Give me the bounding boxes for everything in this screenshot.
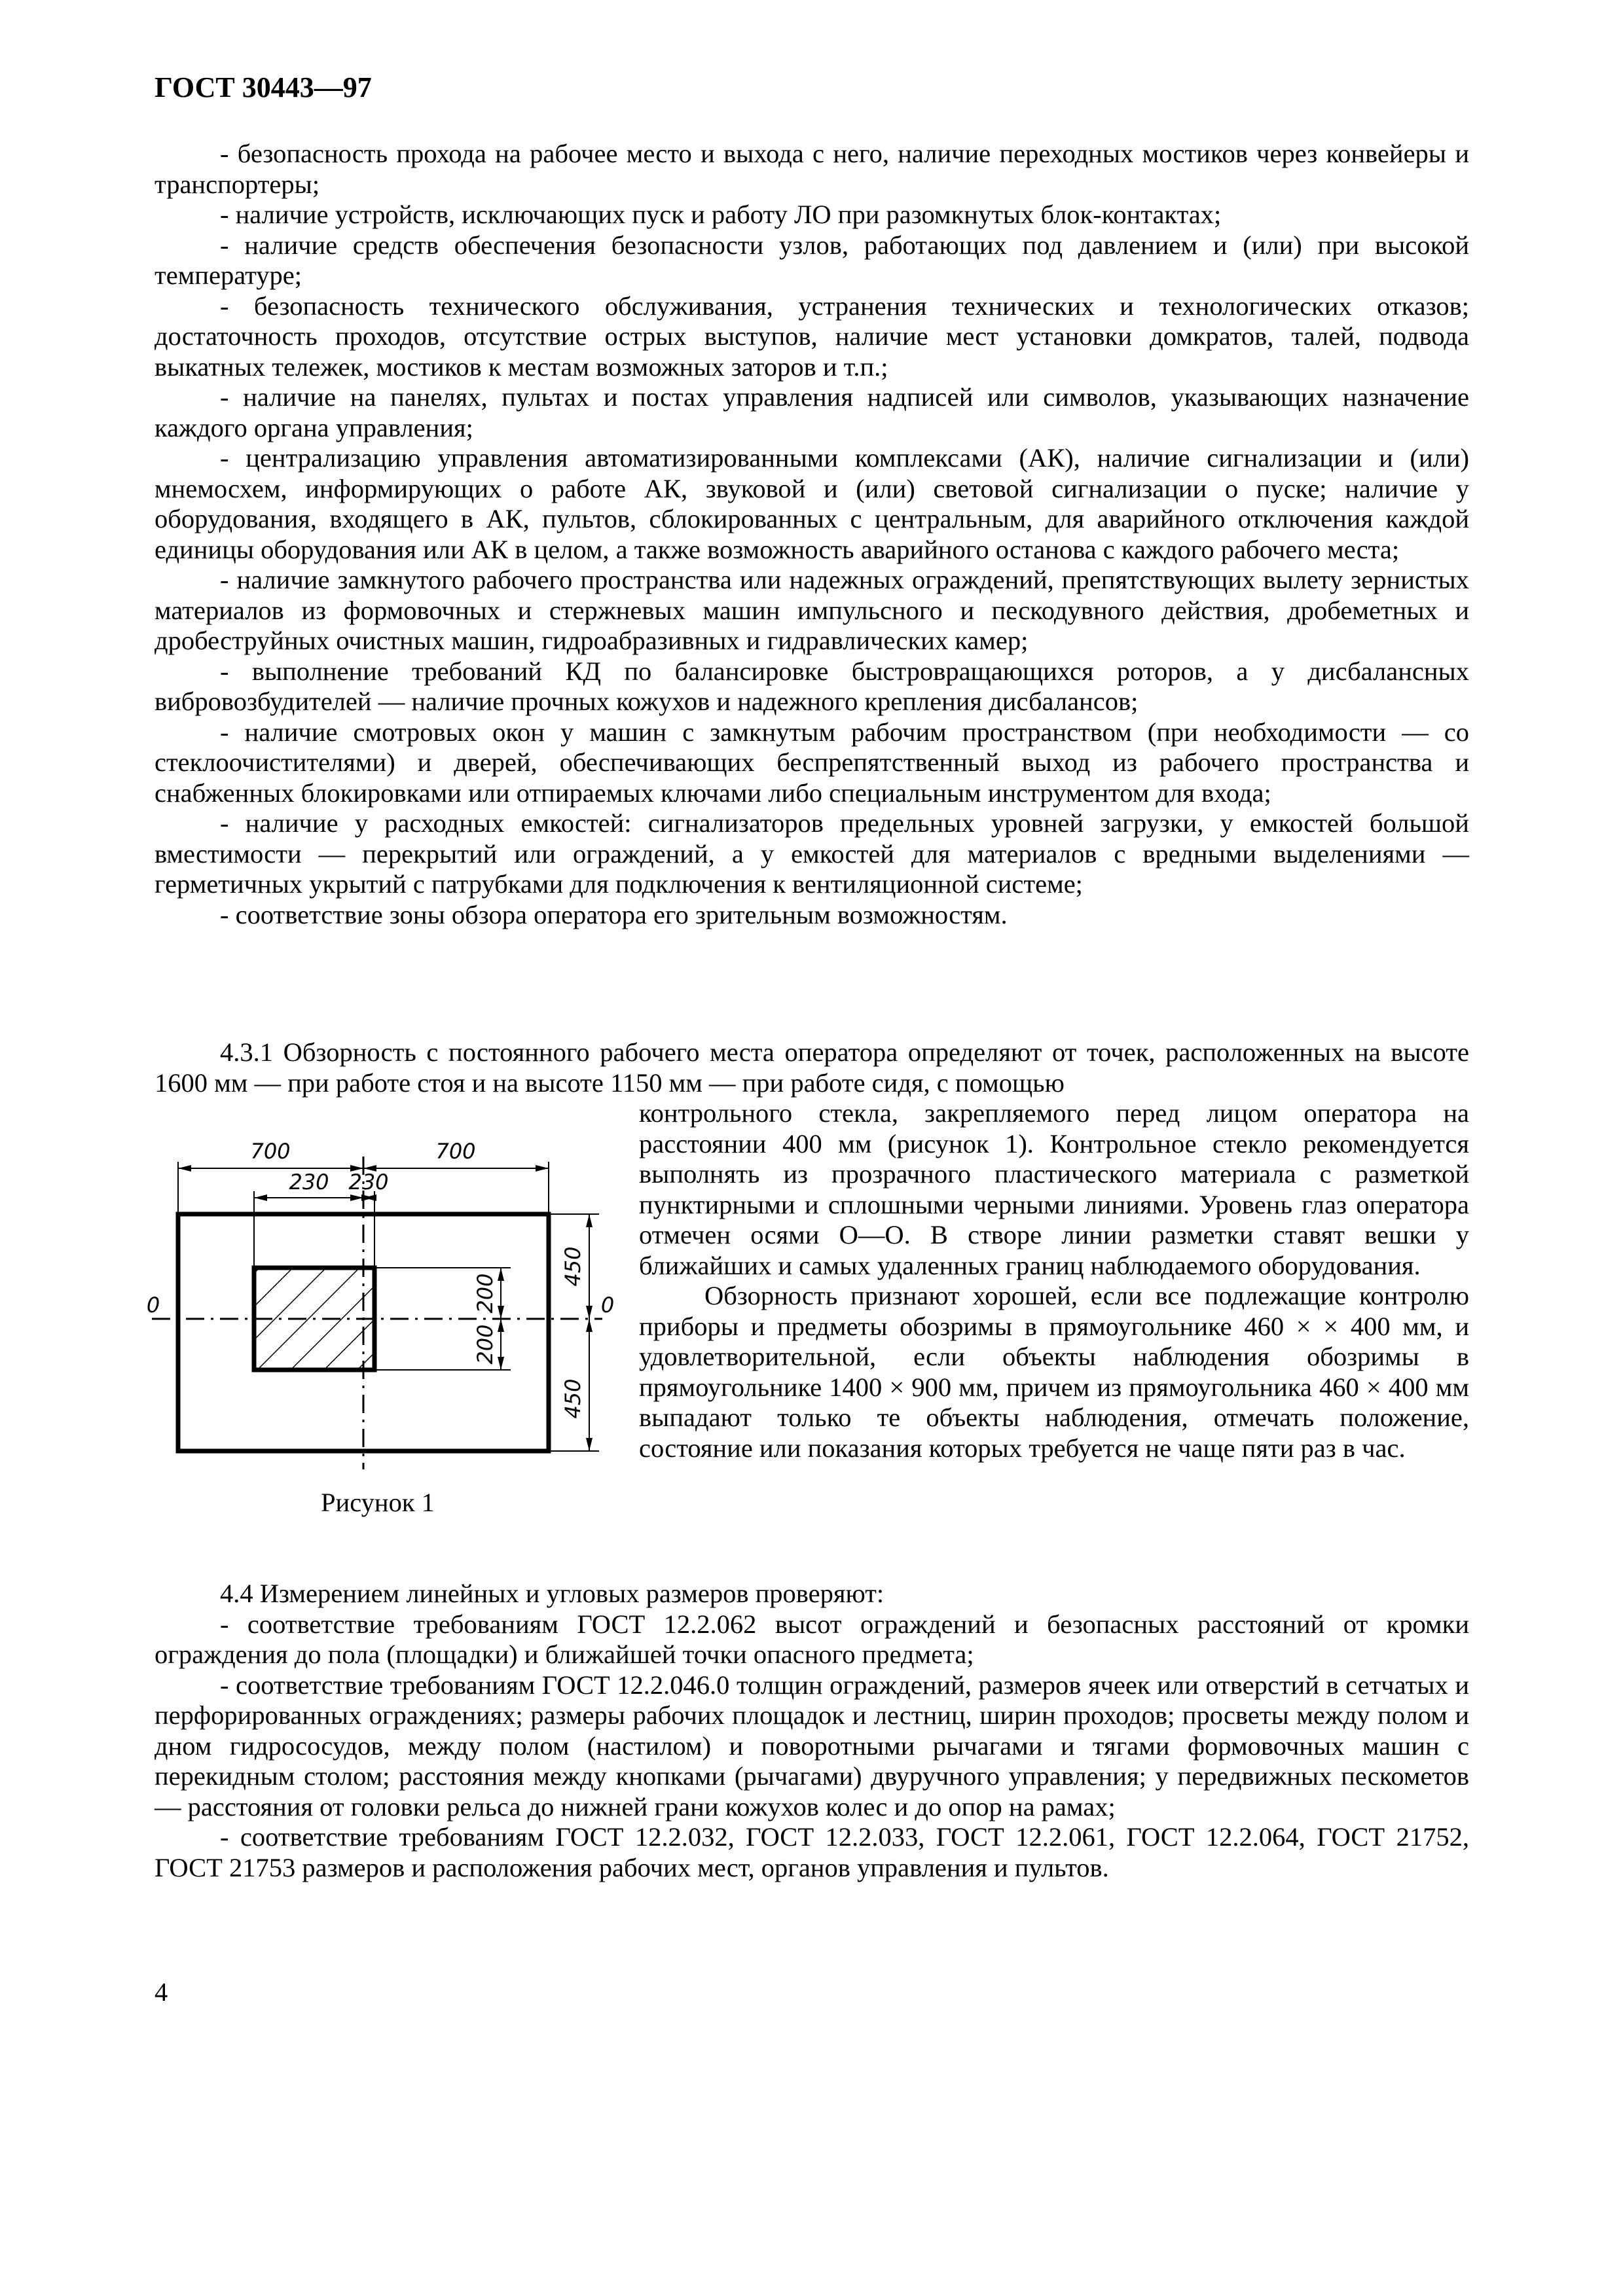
figure-side-text xyxy=(639,1098,1469,1463)
dim-label-230-left: 230 xyxy=(289,1170,329,1194)
clause-4-3-1-text: 4.3.1 Обзорность с постоянного рабочего места оператора определяют от точек, расположенных на высоте 1600 мм — при работе стоя и на высоте 1150 мм — при работе сидя, с помощью xyxy=(155,1037,1469,1098)
dim-label-450-top: 450 xyxy=(560,1246,585,1287)
figure-1-drawing xyxy=(144,1116,615,1469)
list-item: - наличие замкнутого рабочего пространства или надежных ограждений, препятствующих вылету зернистых материалов из формовочных и стержневых машин импульсного и пескодувного действия, дробеметных и дробеструйных очистных машин, гидроабразивных и гидравлических камер; xyxy=(155,565,1469,655)
list-item: 4.4 Измерением линейных и угловых размеров проверяют: xyxy=(220,1579,884,1608)
list-item: - безопасность прохода на рабочее место и выхода с него, наличие переходных мостиков через конвейеры и транспортеры; xyxy=(155,139,1469,199)
list-item: - наличие у расходных емкостей: сигнализаторов предельных уровней загрузки, у емкостей большой вместимости — перекрытий или ограждений, а у емкостей для материалов с вредными выделениями — герметичных укрытий с патрубками для подключения к вентиляционной системе; xyxy=(155,808,1469,899)
list-item: - безопасность технического обслуживания, устранения технических и технологических отказов; достаточность проходов, отсутствие острых выступов, наличие мест установки домкратов, талей, подвода выкатных тележек, мостиков к местам возможных заторов и т.п.; xyxy=(155,291,1469,382)
dim-label-700-right: 700 xyxy=(435,1139,476,1164)
requirements-list-top xyxy=(155,139,1469,930)
clause-4-3-1-continuation: контрольного стекла, закрепляемого перед лицом оператора на расстоянии 400 мм (рисунок 1). Контрольное стекло рекомендуется выполнять из прозрачного пластического материала с разметкой пунктирными и сплошными черными линиями. Уровень глаз оператора отмечен осями О—О. В створе линии разметки ставят вешки у ближайших и самых удаленных границ наблюдаемого оборудования. xyxy=(639,1098,1469,1280)
dim-label-450-bottom: 450 xyxy=(560,1378,585,1419)
list-item: - наличие смотровых окон у машин с замкнутым рабочим пространством (при необходимости — со стеклоочистителями) и дверей, обеспечивающих беспрепятственный выход из рабочего пространства и снабженных блокировками или отпираемых ключами либо специальным инструментом для входа; xyxy=(155,717,1469,808)
dim-label-200-top: 200 xyxy=(473,1273,498,1314)
dim-label-700-left: 700 xyxy=(250,1139,291,1164)
list-item: - выполнение требований КД по балансировке быстровращающихся роторов, а у дисбалансных вибровозбудителей — наличие прочных кожухов и надежного крепления дисбалансов; xyxy=(155,656,1469,716)
list-item: - централизацию управления автоматизированными комплексами (АК), наличие сигнализации и (или) мнемосхем, информирующих о работе АК, звуковой и (или) световой сигнализации о пуске; наличие у оборудования, входящего в АК, пультов, сблокированных с центральным, для аварийного отключения каждой единицы оборудования или АК в целом, а также возможность аварийного останова с каждого рабочего места; xyxy=(155,443,1469,564)
list-item: - соответствие зоны обзора оператора его зрительным возможностям. xyxy=(220,899,1008,929)
clause-4-4 xyxy=(155,1579,1469,1883)
page-number: 4 xyxy=(155,1977,168,2007)
list-item: - соответствие требованиям ГОСТ 12.2.062 высот ограждений и безопасных расстояний от кромки ограждения до пола (площадки) и ближайшей точки опасного предмета; xyxy=(155,1609,1469,1669)
list-item: - соответствие требованиям ГОСТ 12.2.046.0 толщин ограждений, размеров ячеек или отверстий в сетчатых и перфорированных ограждениях; размеры рабочих площадок и лестниц, ширин проходов; просветы между полом и дном гидрососудов, между полом (настилом) и поворотными рычагами и тягами формовочных машин с перекидным столом; расстояния между кнопками (рычагами) двуручного управления; у передвижных пескометов — расстояния от головки рельса до нижней грани кожухов колес и до опор на рамах; xyxy=(155,1670,1469,1821)
dim-label-230-right: 230 xyxy=(348,1170,389,1194)
clause-4-3-1-intro xyxy=(155,1037,1469,1098)
list-item: - соответствие требованиям ГОСТ 12.2.032, ГОСТ 12.2.033, ГОСТ 12.2.061, ГОСТ 12.2.064, ГОСТ 21752, ГОСТ 21753 размеров и расположения рабочих мест, органов управления и пультов. xyxy=(155,1822,1469,1882)
document-header: ГОСТ 30443—97 xyxy=(155,71,372,103)
axis-label-right: 0 xyxy=(600,1293,615,1318)
figure-caption: Рисунок 1 xyxy=(321,1488,435,1517)
axis-label-left: 0 xyxy=(146,1293,160,1318)
dim-label-200-bottom: 200 xyxy=(473,1324,498,1365)
list-item: - наличие средств обеспечения безопасности узлов, работающих под давлением и (или) при высокой температуре; xyxy=(155,230,1469,290)
visibility-criteria: Обзорность признают хорошей, если все подлежащие контролю приборы и предметы обозримы в прямоугольнике 460 × × 400 мм, и удовлетворительной, если объекты наблюдения обозримы в прямоугольнике 1400 × 900 мм, причем из прямоугольника 460 × 400 мм выпадают только те объекты наблюдения, отмечать положение, состояние или показания которых требуется не чаще пяти раз в час. xyxy=(639,1281,1469,1463)
list-item: - наличие на панелях, пультах и постах управления надписей или символов, указывающих назначение каждого органа управления; xyxy=(155,382,1469,442)
list-item: - наличие устройств, исключающих пуск и работу ЛО при разомкнутых блок-контактах; xyxy=(220,200,1222,229)
